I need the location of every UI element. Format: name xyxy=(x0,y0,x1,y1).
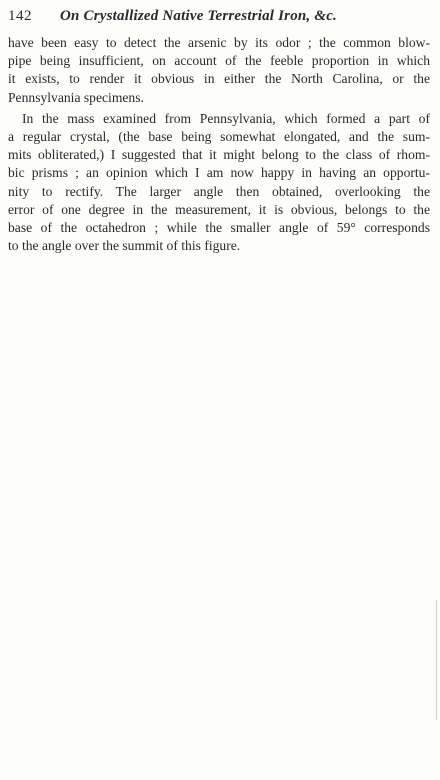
text-line: Pennsylvania specimens. xyxy=(8,89,144,105)
page-header xyxy=(8,8,428,30)
text-line: it exists, to render it obvious in either the North Carolina, or the xyxy=(8,71,430,87)
text-line: nity to rectify. The larger angle then obtained, overlooking the xyxy=(8,183,430,199)
text-line: to the angle over the summit of this figure. xyxy=(8,238,241,254)
page-edge-shadow xyxy=(436,600,437,720)
paragraph-2 xyxy=(8,110,430,256)
text-line: In the mass examined from Pennsylvania, which formed a part of xyxy=(22,110,430,126)
text-line: base of the octahedron ; while the smaller angle of 59° corresponds xyxy=(8,219,430,235)
text-line: bic prisms ; an opinion which I am now happy in having an opportu- xyxy=(8,165,430,181)
body-text xyxy=(8,34,430,255)
text-line: have been easy to detect the arsenic by its odor ; the common blow- xyxy=(8,35,430,50)
running-title: On Crystallized Native Terrestrial Iron, &c. xyxy=(60,8,338,24)
text-line: error of one degree in the measurement, it is obvious, belongs to the xyxy=(8,201,430,217)
text-line: pipe being insufficient, on account of the feeble proportion in which xyxy=(8,53,430,69)
text-line: a regular crystal, (the base being somewhat elongated, and the sum- xyxy=(8,128,430,144)
page-number: 142 xyxy=(8,8,32,24)
paragraph-1 xyxy=(8,34,430,107)
text-line: mits obliterated,) I suggested that it might belong to the class of rhom- xyxy=(8,147,430,163)
